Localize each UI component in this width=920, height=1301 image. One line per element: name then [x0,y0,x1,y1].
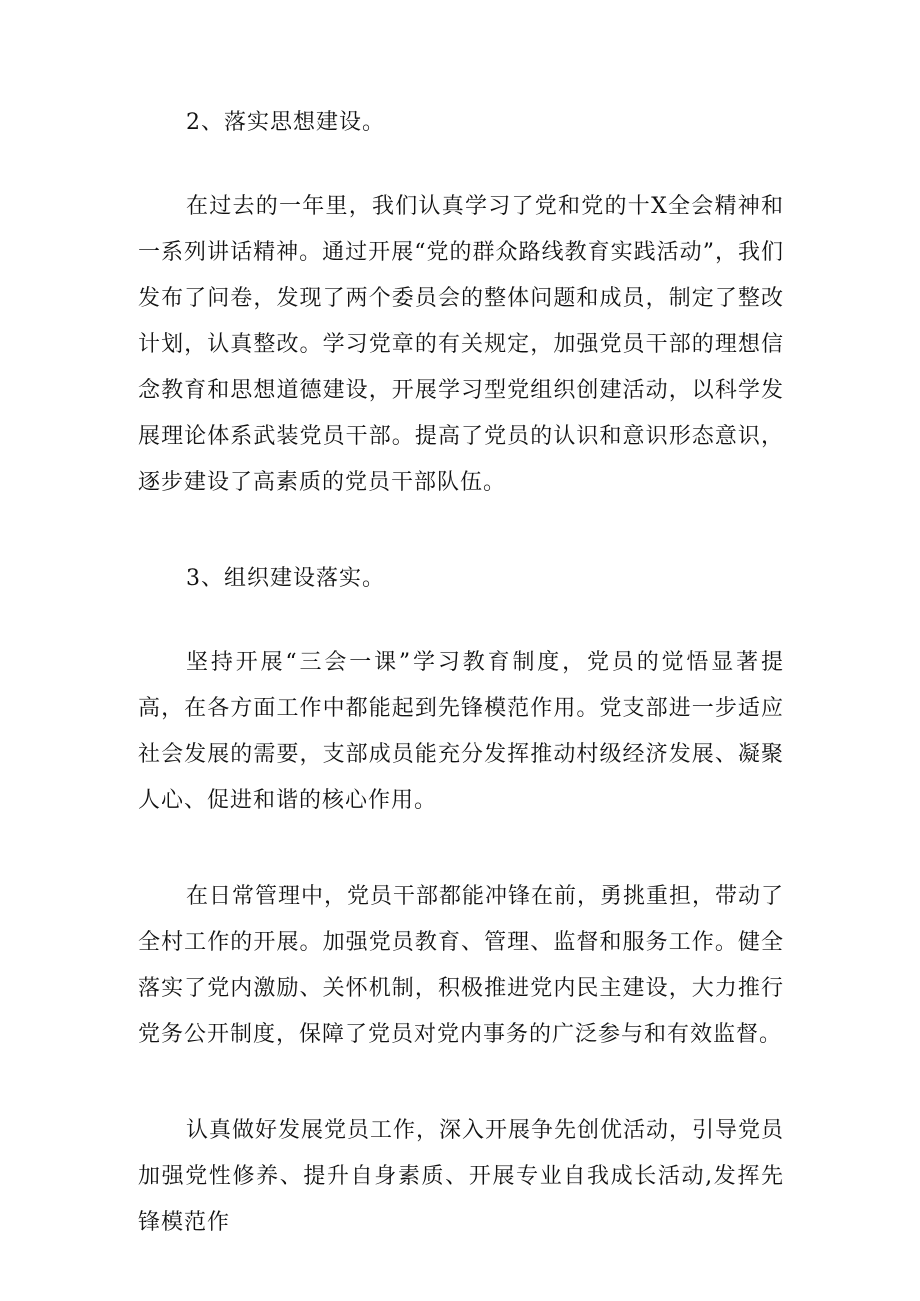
section-heading-organizational: 3、组织建设落实。 [186,566,385,591]
paragraph-ideological-building: 在过去的一年里，我们认真学习了党和党的十Ⅹ全会精神和一系列讲话精神。通过开展“党的群众路线教育实践活动”，我们发布了问卷，发现了两个委员会的整体问题和成员，制定了整改计划，认真整改。学习党章的有关规定，加强党员干部的理想信念教育和思想道德建设，开展学习型党组织创建活动，以科学发展理论体系武装党员干部。提高了党员的认识和意识形态意识，逐步建设了高素质的党员干部队伍。 [138,194,784,495]
paragraph-three-meetings: 坚持开展“三会一课”学习教育制度，党员的觉悟显著提高，在各方面工作中都能起到先锋模范作用。党支部进一步适应社会发展的需要，支部成员能充分发挥推动村级经济发展、凝聚人心、促进和谐的核心作用。 [138,650,784,813]
paragraph-daily-management: 在日常管理中，党员干部都能冲锋在前，勇挑重担，带动了全村工作的开展。加强党员教育、管理、监督和服务工作。健全落实了党内激励、关怀机制，积极推进党内民主建设，大力推行党务公开制度，保障了党员对党内事务的广泛参与和有效监督。 [138,884,785,1047]
section-heading-ideological: 2、落实思想建设。 [186,110,385,135]
paragraph-member-development: 认真做好发展党员工作，深入开展争先创优活动，引导党员加强党性修养、提升自身素质、开展专业自我成长活动,发挥先锋模范作 [138,1118,785,1235]
